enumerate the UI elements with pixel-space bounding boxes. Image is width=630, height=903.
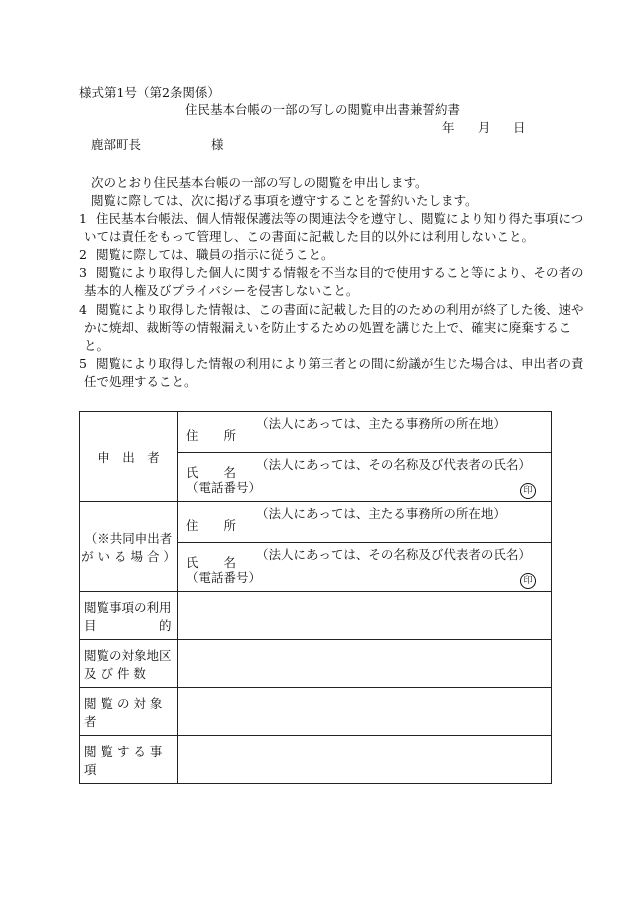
area-row	[80, 640, 552, 688]
co-applicant-name-cell[interactable]	[178, 543, 552, 592]
applicant-address-row	[80, 412, 552, 453]
addressee-honorific: 様	[211, 137, 224, 152]
phone-label: （電話番号）	[186, 480, 262, 495]
target-label: 閲 覧 の 対 象 者	[84, 695, 163, 729]
co-phone-label: （電話番号）	[186, 570, 262, 585]
purpose-label-2: 目 的	[84, 617, 172, 633]
target-label-cell	[80, 688, 178, 736]
intro-line-2: 閲覧に際しては、次に掲げる事項を遵守することを誓約いたします。	[91, 193, 478, 208]
area-label-cell	[80, 640, 178, 688]
applicant-label-cell	[80, 412, 178, 502]
items-value-cell[interactable]	[178, 736, 552, 784]
co-applicant-label-cell	[80, 502, 178, 592]
co-applicant-label-2: が い る 場 合 ）	[81, 548, 176, 564]
area-label-2: 及 び 件 数	[84, 665, 146, 681]
name-note: （法人にあっては、その名称及び代表者の氏名）	[256, 457, 531, 472]
items-label: 閲 覧 す る 事 項	[84, 743, 163, 777]
pledge-3-number: 3	[79, 265, 87, 280]
seal-mark: 印	[520, 483, 536, 499]
address-label: 住 所	[186, 428, 237, 443]
document-title: 住民基本台帳の一部の写しの閲覧申出書兼誓約書	[185, 102, 461, 117]
items-label-cell	[80, 736, 178, 784]
co-name-label: 氏 名	[186, 555, 237, 570]
purpose-label-1: 閲覧事項の利用	[84, 599, 172, 615]
co-applicant-label-1: （※共同申出者	[84, 530, 173, 546]
application-form-table	[79, 411, 552, 784]
co-name-note: （法人にあっては、その名称及び代表者の氏名）	[256, 547, 531, 562]
pledge-5-line-1: 閲覧により取得した情報の利用により第三者との間に紛議が生じた場合は、申出者の責	[96, 356, 584, 371]
co-applicant-address-cell[interactable]	[178, 502, 552, 543]
co-address-label: 住 所	[186, 518, 237, 533]
pledge-5-line-2: 任で処理すること。	[84, 374, 197, 389]
pledge-2-line-1: 閲覧に際しては、職員の指示に従うこと。	[96, 247, 334, 262]
intro-line-1: 次のとおり住民基本台帳の一部の写しの閲覧を申出します。	[91, 175, 428, 190]
purpose-value-cell[interactable]	[178, 592, 552, 640]
co-applicant-address-row	[80, 502, 552, 543]
area-value-cell[interactable]	[178, 640, 552, 688]
items-row	[80, 736, 552, 784]
name-label: 氏 名	[186, 465, 237, 480]
pledge-4-line-1: 閲覧により取得した情報は、この書面に記載した目的のための利用が終了した後、速や	[96, 302, 584, 317]
address-note: （法人にあっては、主たる事務所の所在地）	[256, 416, 506, 431]
area-label-1: 閲覧の対象地区	[84, 647, 172, 663]
pledge-1-line-1: 住民基本台帳法、個人情報保護法等の関連法令を遵守し、閲覧により知り得た事項につ	[96, 211, 584, 226]
co-seal-mark: 印	[520, 573, 536, 589]
pledge-4-line-2: かに焼却、裁断等の情報漏えいを防止するための処置を講じた上で、確実に廃棄するこ	[84, 320, 572, 335]
co-address-note: （法人にあっては、主たる事務所の所在地）	[256, 506, 506, 521]
pledge-3-line-2: 基本的人権及びプライバシーを侵害しないこと。	[84, 283, 359, 298]
pledge-4-line-3: と。	[84, 338, 110, 353]
form-number: 様式第1号（第2条関係）	[79, 85, 220, 100]
addressee-name: 鹿部町長	[91, 137, 142, 152]
pledge-5-number: 5	[79, 356, 87, 371]
purpose-label-cell	[80, 592, 178, 640]
applicant-name-cell[interactable]	[178, 453, 552, 502]
target-value-cell[interactable]	[178, 688, 552, 736]
pledge-3-line-1: 閲覧により取得した個人に関する情報を不当な目的で使用すること等により、その者の	[96, 265, 584, 280]
date-year: 年	[442, 120, 455, 135]
date-month: 月	[478, 120, 491, 135]
pledge-1-number: 1	[79, 211, 87, 226]
pledge-2-number: 2	[79, 247, 87, 262]
pledge-4-number: 4	[79, 302, 87, 317]
date-day: 日	[513, 120, 526, 135]
applicant-address-cell[interactable]	[178, 412, 552, 453]
pledge-1-line-2: いては責任をもって管理し、この書面に記載した目的以外には利用しないこと。	[84, 229, 535, 244]
applicant-label: 申 出 者	[97, 449, 160, 465]
purpose-row	[80, 592, 552, 640]
target-row	[80, 688, 552, 736]
